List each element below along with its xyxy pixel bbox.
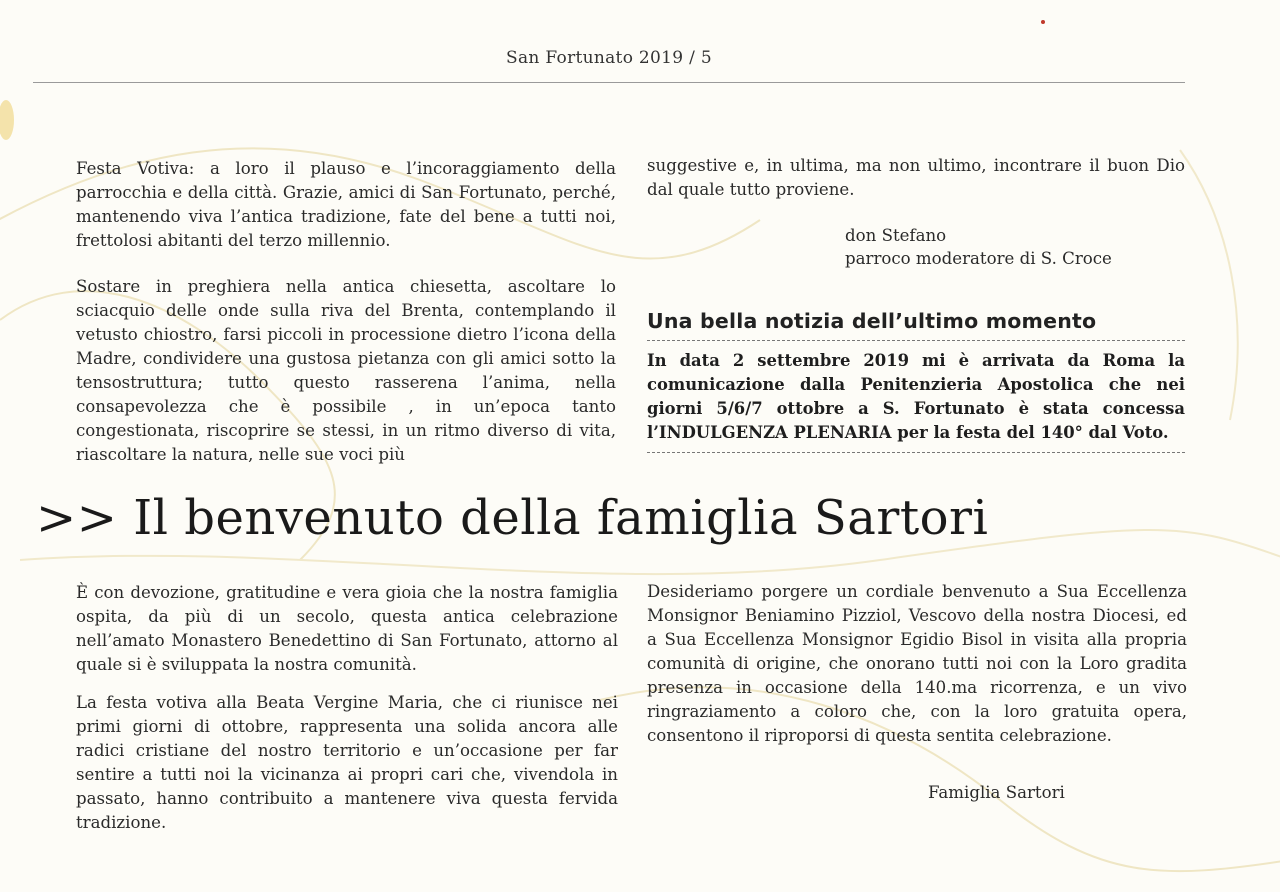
running-header: San Fortunato 2019 / 5 xyxy=(506,48,712,68)
section-title: >> Il benvenuto della famiglia Sartori xyxy=(36,490,989,546)
notice-bottom-divider xyxy=(647,452,1185,453)
notice-body: In data 2 settembre 2019 mi è arrivata da Roma la comunicazione dalla Penitenzieria Apostolica che nei giorni 5/6/7 ottobre a S. Fortunato è stata concessa l’INDULGENZA PLENARIA per la festa del 140° dal Voto. xyxy=(647,351,1185,442)
paragraph: La festa votiva alla Beata Vergine Maria, che ci riunisce nei primi giorni di ottobre, rappresenta una solida ancora alle radici cristiane del nostro territorio e un’occasione per far sentire a tutti noi la vicinanza ai propri cari che, vivendola in passato, hanno contribuito a mantenere viva questa fervida tradizione. xyxy=(76,693,618,832)
notice-top-divider xyxy=(647,340,1185,341)
closing-signature: Famiglia Sartori xyxy=(928,783,1065,802)
bottom-right-column xyxy=(647,580,1187,748)
signature-name: don Stefano xyxy=(845,226,947,245)
paragraph-continuation: suggestive e, in ultima, ma non ultimo, incontrare il buon Dio dal quale tutto proviene. xyxy=(647,156,1185,199)
paragraph: È con devozione, gratitudine e vera gioia che la nostra famiglia ospita, da più di un secolo, questa antica celebrazione nell’amato Monastero Benedettino di San Fortunato, attorno al quale si è sviluppata la nostra comunità. xyxy=(76,583,618,674)
signature-role: parroco moderatore di S. Croce xyxy=(845,249,1112,268)
paragraph: Desideriamo porgere un cordiale benvenuto a Sua Eccellenza Monsignor Beniamino Pizziol, Vescovo della nostra Diocesi, ed a Sua Eccellenza Monsignor Egidio Bisol in visita alla propria comunità di origine, che onorano tutti noi con la Loro gradita presenza in occasione della 140.ma ricorrenza, e un vivo ringraziamento a coloro che, con la loro gratuita opera, consentono il riproporsi di questa sentita celebrazione. xyxy=(647,582,1187,745)
top-right-column xyxy=(647,154,1185,202)
paragraph: Sostare in preghiera nella antica chiesetta, ascoltare lo sciacquio delle onde sulla riva del Brenta, contemplando il vetusto chiostro, farsi piccoli in processione dietro l’icona della Madre, condividere una gustosa pietanza con gli amici sotto la tensostruttura; tutto questo rasserena l’anima, nella consapevolezza che è possibile , in un’epoca tanto congestionata, riscoprire se stessi, in un ritmo diverso di vita, riascoltare la natura, nelle sue voci più xyxy=(76,277,616,464)
paragraph: Festa Votiva: a loro il plauso e l’incoraggiamento della parrocchia e della città. Grazie, amici di San Fortunato, perché, mantenendo viva l’antica tradizione, fate del bene a tutti noi, frettolosi abitanti del terzo millennio. xyxy=(76,159,616,250)
bottom-left-column xyxy=(76,581,618,835)
top-left-column xyxy=(76,157,616,467)
notice-title: Una bella notizia dell’ultimo momento xyxy=(647,309,1097,333)
header-divider xyxy=(33,82,1185,83)
